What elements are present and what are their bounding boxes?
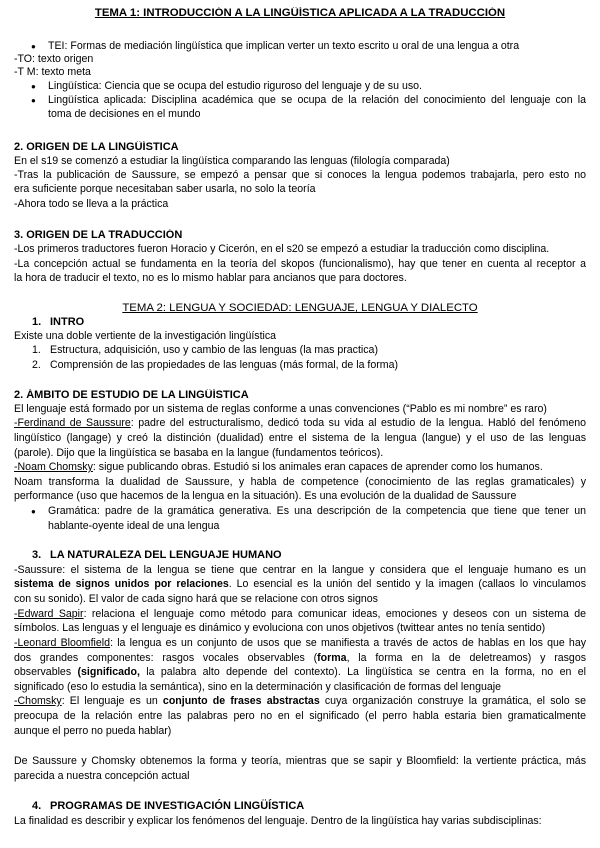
- bloomfield-text: la palabra alto depende del contexto). La lingüística se centra en la forma, no en el: [139, 666, 586, 678]
- gramatica-bullet: ● Gramática: padre de la gramática generativa. Es una descripción de la competencia que tiene que tener un: [48, 505, 586, 518]
- bold-term: conjunto de frases abstractas: [162, 695, 320, 707]
- tm-definition: -T M: texto meta: [14, 66, 91, 78]
- tema2-title: TEMA 2: LENGUA Y SOCIEDAD: LENGUAJE, LENGUA Y DIALECTO: [122, 302, 478, 314]
- naturaleza-heading: [32, 549, 586, 562]
- saussure-line: (parole). Dijo que la lingüística se basaba en la langue (fundamentos teóricos).: [14, 447, 384, 459]
- aplicada-definition-cont: toma de decisiones en el mundo: [48, 108, 201, 120]
- naturaleza-line: -Saussure: el sistema de la lengua se tiene que centrar en la langue y considera que el lenguaje humano es un: [14, 564, 586, 576]
- bloomfield-line: [14, 666, 586, 679]
- bloomfield-line: [14, 652, 586, 665]
- chomsky2-text: cuya organización construye la gramática, el solo se: [319, 695, 586, 707]
- origen-line: -Tras la publicación de Saussure, se empezó a pensar que si conoces la lengua podemos trabajarla, pero esto no: [14, 169, 586, 181]
- origen-traduccion-line: -Los primeros traductores fueron Horacio y Cicerón, en el s20 se empezó a estudiar la traducción como disciplina.: [14, 243, 550, 255]
- origen-line: era suficiente porque necesitaban saber usarla, no solo la teoría: [14, 183, 316, 195]
- programas-title: PROGRAMAS DE INVESTIGACIÓN LINGÜÍSTICA: [50, 800, 305, 812]
- bloomfield-text: observables: [14, 666, 78, 678]
- origen-heading: 2. ORIGEN DE LA LINGÜÍSTICA: [14, 141, 179, 153]
- naturaleza-text: . Lo esencial es la unión del sentido y la imagen (callaos lo vinculamos: [228, 578, 586, 590]
- bloomfield-name: -Leonard Bloomfield: [14, 637, 111, 649]
- sapir-name: -Edward Sapir: [14, 608, 84, 620]
- sapir-line: símbolos. Las lenguas y el lenguaje es dinámico y evoluciona con unos objetivos (twittear antes no tenía sentido): [14, 622, 546, 634]
- naturaleza-line: [14, 578, 586, 591]
- naturaleza-number: 3.: [32, 549, 42, 561]
- tei-definition: ● TEI: Formas de mediación lingüística que implican verter un texto escrito u oral de una lengua a otra: [48, 40, 586, 53]
- intro-heading: [32, 316, 586, 329]
- naturaleza-line: con su sonido). El valor de cada signo hará que se relacione con otros signos: [14, 593, 378, 605]
- bloomfield-text: dos grandes componentes: rasgos vocales observables (: [14, 652, 318, 664]
- linguistica-definition: ● Lingüística: Ciencia que se ocupa del estudio riguroso del lenguaje y de su uso.: [48, 80, 586, 93]
- origen-line: En el s19 se comenzó a estudiar la lingüística comparando las lenguas (filología comparada): [14, 155, 450, 167]
- origen-traduccion-line: -La concepción actual se fundamenta en la teoría del skopos (funcionalismo), hay que tener en cuenta al receptor a: [14, 258, 586, 270]
- chomsky-name: -Noam Chomsky: [14, 461, 93, 473]
- list-number: 2.: [32, 359, 41, 371]
- list-number: 1.: [32, 344, 41, 356]
- list-text: Estructura, adquisición, uso y cambio de las lenguas (la mas practica): [50, 344, 378, 356]
- chomsky-text: : sigue publicando obras. Estudió si los animales eran capaces de aprender como los humanos.: [92, 461, 543, 473]
- saussure-text: : padre del estructuralismo, dedicó toda su vida al estudio de la lengua. Habló del fenómeno: [130, 417, 586, 429]
- bloomfield-line: [14, 637, 586, 650]
- intro-line: Existe una doble vertiente de la investigación lingüística: [14, 330, 277, 342]
- conclusion-line: parecida a nuestra concepción actual: [14, 770, 190, 782]
- bold-term: forma: [317, 652, 347, 664]
- programas-line: La finalidad es describir y explicar los fenómenos del lenguaje. Dentro de la lingüística hay varias subdisciplinas:: [14, 815, 542, 827]
- saussure-line: lingüístico (langage) y creó la distinción (dualidad) entre el sistema de la lengua (langue) y el uso de las lenguas: [14, 432, 586, 444]
- list-text: Comprensión de las propiedades de las lenguas (más formal, de la forma): [50, 359, 399, 371]
- origen-traduccion-heading: 3. ORIGEN DE LA TRADUCCIÓN: [14, 229, 183, 241]
- ambito-heading: 2. ÁMBITO DE ESTUDIO DE LA LINGÜÍSTICA: [14, 389, 249, 401]
- sapir-text: : relaciona el lenguaje como método para comunicar ideas, emociones y deseos con un sistema de: [83, 608, 586, 620]
- tema1-title: TEMA 1: INTRODUCCIÓN A LA LINGÜÍSTICA APLICADA A LA TRADUCCIÓN: [94, 7, 506, 19]
- ambito-line: El lenguaje está formado por un sistema de reglas conforme a unas convenciones (“Pablo es mi nombre” es raro): [14, 403, 547, 415]
- chomsky2-text: : El lenguaje es un: [61, 695, 163, 707]
- list-item: [32, 344, 586, 357]
- programas-heading: [32, 800, 586, 813]
- intro-title: INTRO: [50, 316, 85, 328]
- intro-number: 1.: [32, 316, 42, 328]
- chomsky-line: Noam transforma la dualidad de Saussure, y habla de competence (conocimiento de las reglas gramaticales) y: [14, 476, 586, 488]
- saussure-name: -Ferdinand de Saussure: [14, 417, 131, 429]
- chomsky2-line: aunque el perro no pueda hablar): [14, 725, 172, 737]
- chomsky-line: performance (uso que hacemos de la lengua en la situación). Es una evolución de la dualidad de Saussure: [14, 490, 517, 502]
- origen-line: -Ahora todo se lleva a la práctica: [14, 198, 169, 210]
- origen-traduccion-line: la hora de traducir el texto, no es lo mismo hablar para ancianos que para doctores.: [14, 272, 407, 284]
- bloomfield-line: significado (eso lo estudia la semántica), sino en la determinación y clasificación de formas del lenguaje: [14, 681, 501, 693]
- bold-term: (significado,: [77, 666, 140, 678]
- bloomfield-text: , la forma en la de deletreamos) y rasgos: [346, 652, 586, 664]
- chomsky2-name: -Chomsky: [14, 695, 62, 707]
- programas-number: 4.: [32, 800, 42, 812]
- aplicada-definition: ● Lingüística aplicada: Disciplina académica que se ocupa de la relación del conocimiento del lenguaje con la: [48, 94, 586, 107]
- chomsky2-line: [14, 695, 586, 708]
- bold-term: sistema de signos unidos por relaciones: [14, 578, 229, 590]
- conclusion-line: De Saussure y Chomsky obtenemos la forma y teoría, mientras que se sapir y Bloomfield: la vertiente práctica, más: [14, 755, 586, 767]
- list-item: [32, 359, 586, 372]
- to-definition: -TO: texto origen: [14, 53, 94, 65]
- saussure-line: [14, 417, 586, 430]
- bloomfield-text: : la lengua es un conjunto de usos que se manifiesta a través de actos de hablas en los que hay: [110, 637, 586, 649]
- sapir-line: [14, 608, 586, 621]
- chomsky-line: [14, 461, 586, 474]
- gramatica-bullet-cont: hablante-oyente ideal de una lengua: [48, 520, 220, 532]
- chomsky2-line: preocupa de la relación entre las palabras pero no en el significado (el perro habla estaria bien gramaticalmente: [14, 710, 586, 722]
- naturaleza-title: LA NATURALEZA DEL LENGUAJE HUMANO: [50, 549, 282, 561]
